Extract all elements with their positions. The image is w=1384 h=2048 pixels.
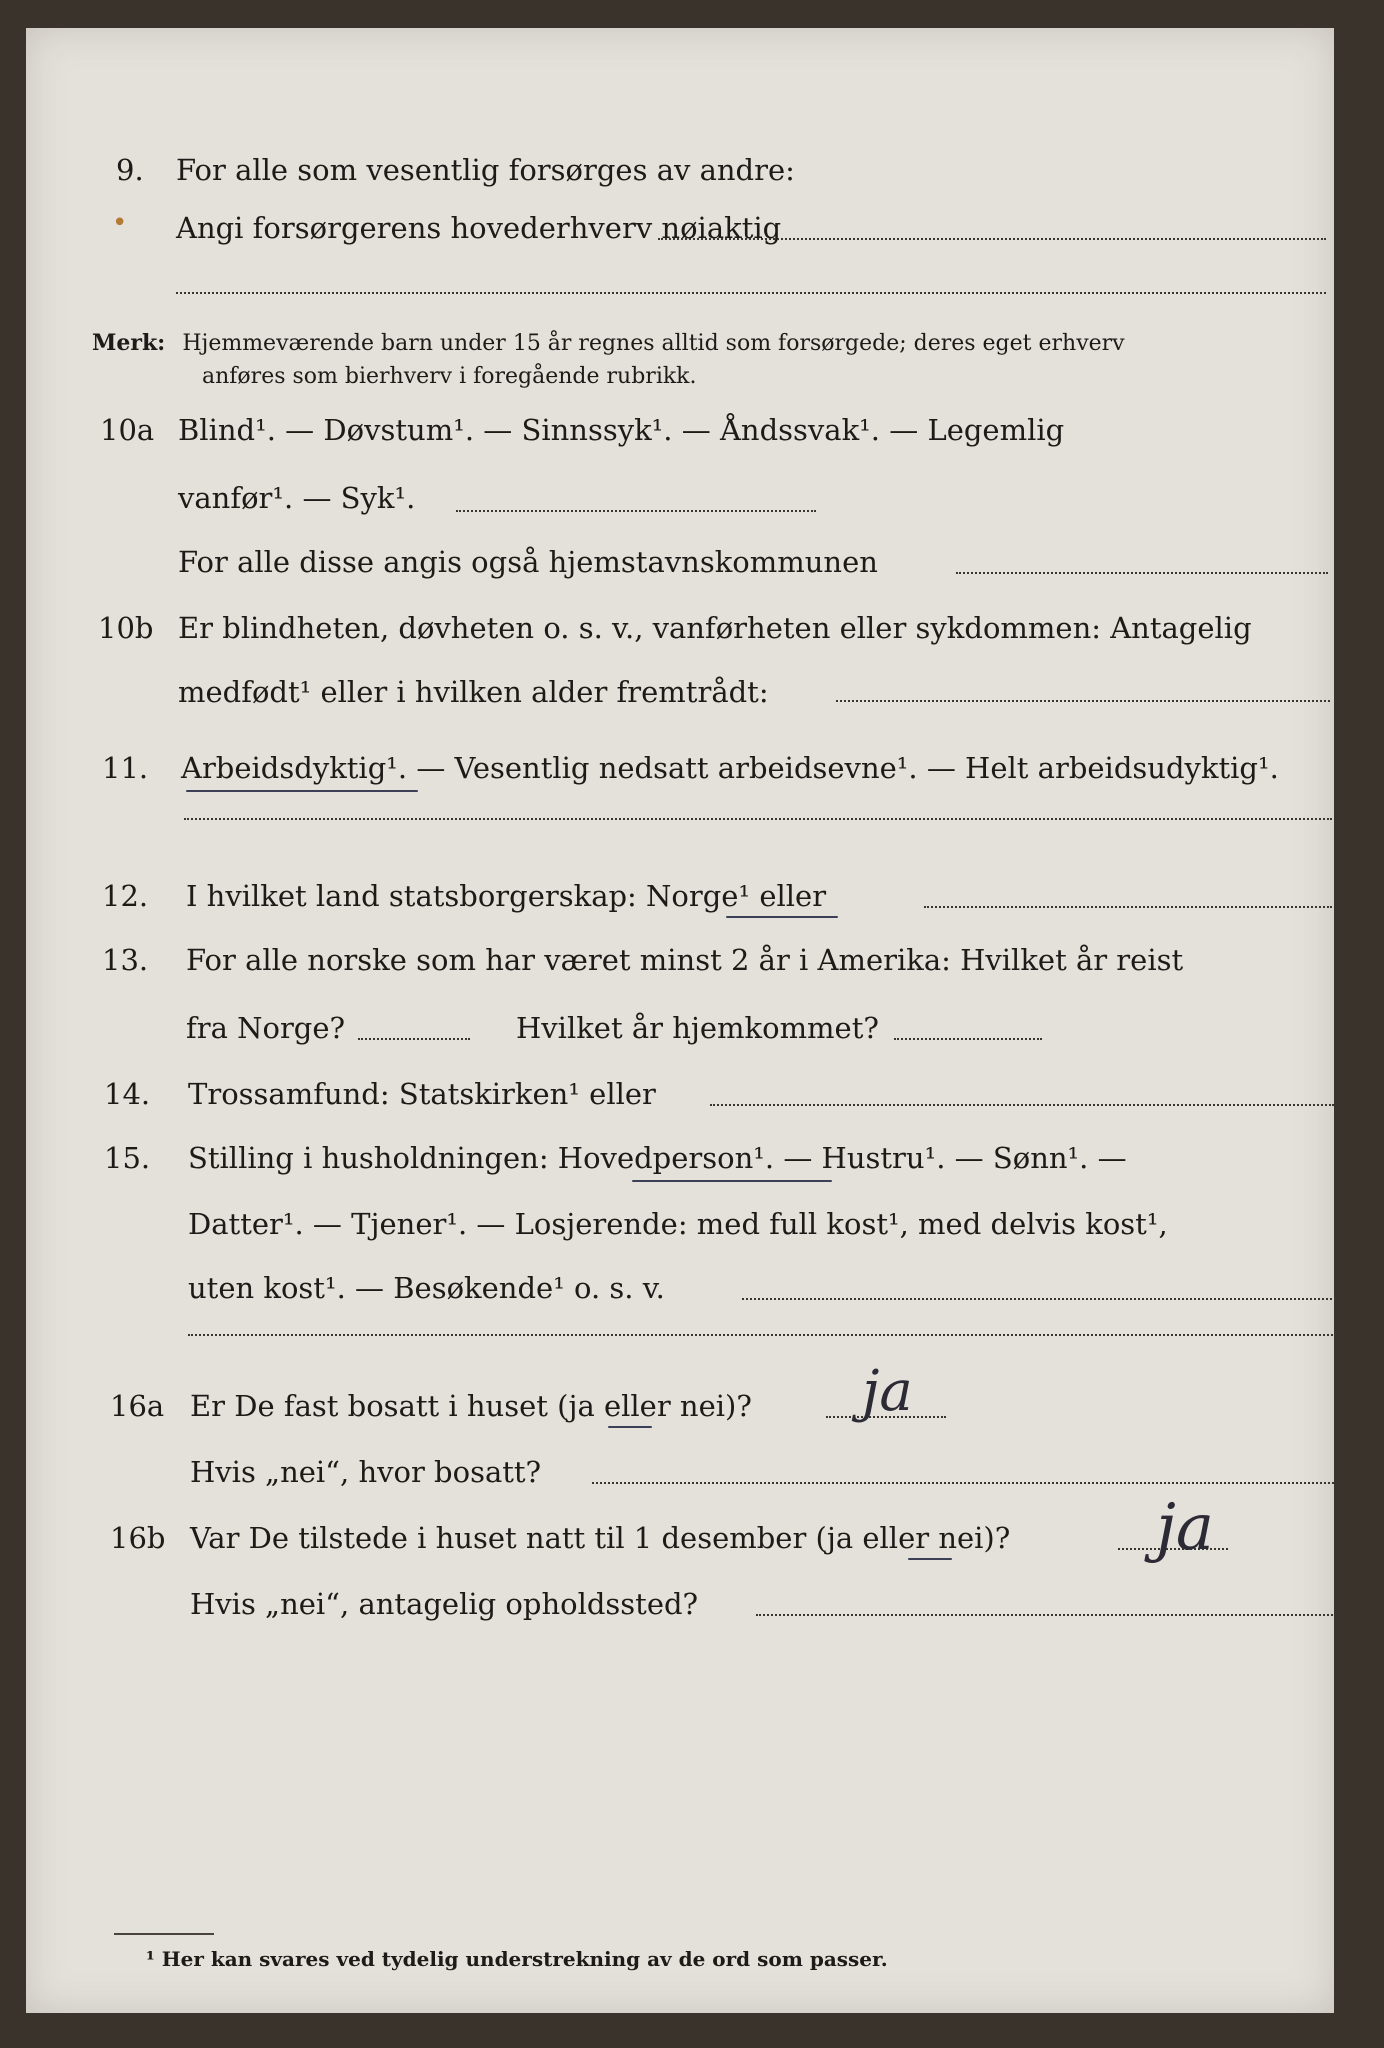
question-15-line2 xyxy=(26,1204,1334,1252)
census-form-page xyxy=(26,28,1334,2013)
question-text: I hvilket land statsborgerskap: Norge¹ eller xyxy=(186,879,827,913)
answer-line[interactable] xyxy=(742,1298,1336,1300)
question-14 xyxy=(26,1074,1334,1122)
note-line1 xyxy=(92,328,1125,359)
answer-line[interactable] xyxy=(176,292,1326,294)
question-text: Blind¹. — Døvstum¹. — Sinnssyk¹. — Åndssvak¹. — Legemlig xyxy=(178,413,1065,447)
question-number: 10b xyxy=(98,611,154,645)
answer-line[interactable] xyxy=(184,818,1332,820)
question-number: 13. xyxy=(102,943,149,977)
question-16a-line2 xyxy=(26,1452,1334,1500)
ink-mark: • xyxy=(112,208,128,238)
handwritten-answer-16a: ja xyxy=(862,1359,913,1424)
question-text: fra Norge? xyxy=(186,1011,346,1045)
answer-line[interactable] xyxy=(710,1104,1334,1106)
answer-line[interactable] xyxy=(358,1038,470,1040)
question-text: vanfør¹. — Syk¹. xyxy=(178,481,416,515)
question-text: Hvilket år hjemkommet? xyxy=(516,1011,879,1045)
question-12 xyxy=(26,876,1334,924)
footnote-rule xyxy=(114,1933,214,1935)
answer-line[interactable] xyxy=(956,572,1328,574)
question-10b xyxy=(26,608,1334,656)
question-10a xyxy=(26,410,1334,458)
question-15 xyxy=(26,1138,1334,1186)
ink-underline-ja xyxy=(908,1558,952,1560)
question-text: Stilling i husholdningen: Hovedperson¹. — Hustru¹. — Sønn¹. — xyxy=(188,1141,1127,1175)
answer-line[interactable] xyxy=(592,1482,1338,1484)
question-number: 11. xyxy=(102,751,149,785)
question-text: Arbeidsdyktig¹. — Vesentlig nedsatt arbeidsevne¹. — Helt arbeidsudyktig¹. xyxy=(181,751,1279,785)
footnote: ¹ Her kan svares ved tydelig understrekning av de ord som passer. xyxy=(146,1947,888,1971)
question-number: 10a xyxy=(100,413,155,447)
question-15-line3 xyxy=(26,1268,1334,1316)
question-16b xyxy=(26,1518,1334,1566)
ink-underline-norge xyxy=(726,916,838,918)
question-text: Angi forsørgerens hovederhverv nøiaktig xyxy=(176,211,782,245)
answer-line[interactable] xyxy=(658,238,1326,240)
answer-line[interactable] xyxy=(756,1614,1340,1616)
question-11 xyxy=(26,748,1334,796)
question-10a-line2 xyxy=(26,478,1334,526)
question-text: Hvis „nei“, antagelig opholdssted? xyxy=(190,1587,699,1621)
question-9-line2 xyxy=(26,208,1334,256)
answer-line[interactable] xyxy=(188,1334,1336,1336)
question-number: 16b xyxy=(110,1521,166,1555)
question-text: uten kost¹. — Besøkende¹ o. s. v. xyxy=(188,1271,665,1305)
answer-line[interactable] xyxy=(894,1038,1042,1040)
question-text: Er blindheten, døvheten o. s. v., vanførheten eller sykdommen: Antagelig xyxy=(178,611,1252,645)
question-text: For alle norske som har været minst 2 år i Amerika: Hvilket år reist xyxy=(186,943,1184,977)
question-text: For alle som vesentlig forsørges av andre: xyxy=(176,153,795,187)
question-number: 9. xyxy=(116,153,144,187)
question-text: For alle disse angis også hjemstavnskommunen xyxy=(178,545,878,579)
question-text: medfødt¹ eller i hvilken alder fremtrådt: xyxy=(178,675,769,709)
question-text: Var De tilstede i huset natt til 1 desember (ja eller nei)? xyxy=(190,1521,1011,1555)
question-13-line2 xyxy=(26,1008,1334,1056)
question-13 xyxy=(26,940,1334,988)
question-10a-line3 xyxy=(26,542,1334,590)
answer-line[interactable] xyxy=(924,906,1332,908)
note-text: Hjemmeværende barn under 15 år regnes alltid som forsørgede; deres eget erhverv xyxy=(182,331,1125,356)
handwritten-answer-16b: ja xyxy=(1156,1491,1214,1565)
question-10b-line2 xyxy=(26,672,1334,720)
question-9 xyxy=(26,150,1334,198)
question-number: 15. xyxy=(104,1141,151,1175)
answer-line[interactable] xyxy=(836,700,1330,702)
question-number: 16a xyxy=(110,1389,165,1423)
question-number: 12. xyxy=(102,879,149,913)
answer-line[interactable] xyxy=(456,510,816,512)
question-number: 14. xyxy=(104,1077,151,1111)
note-line2: anføres som bierhverv i foregående rubrikk. xyxy=(202,364,697,389)
ink-underline-ja xyxy=(608,1426,652,1428)
ink-underline-arbeidsdyktig xyxy=(186,790,418,792)
question-text: Hvis „nei“, hvor bosatt? xyxy=(190,1455,542,1489)
question-text: Er De fast bosatt i huset (ja eller nei)? xyxy=(190,1389,752,1423)
note-label: Merk: xyxy=(92,330,166,356)
ink-underline-hovedperson xyxy=(632,1180,832,1182)
question-text: Datter¹. — Tjener¹. — Losjerende: med full kost¹, med delvis kost¹, xyxy=(188,1207,1168,1241)
question-16a xyxy=(26,1386,1334,1434)
question-text: Trossamfund: Statskirken¹ eller xyxy=(188,1077,656,1111)
question-16b-line2 xyxy=(26,1584,1334,1632)
